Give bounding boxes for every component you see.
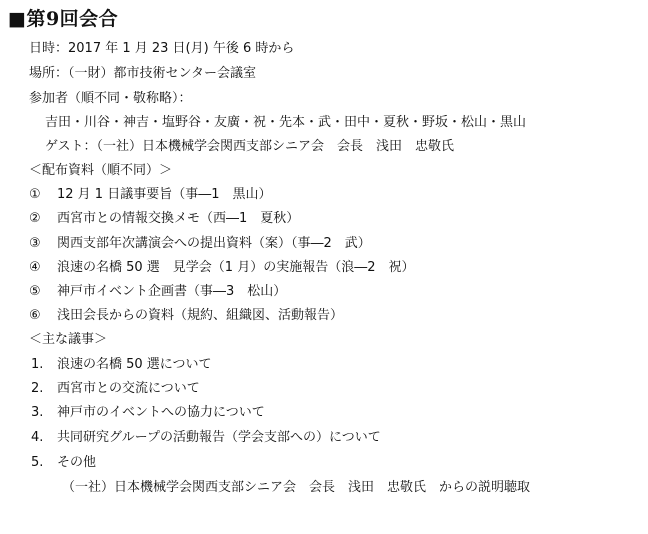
material-text: 神戸市イベント企画書（事―3 松山） [57,284,287,299]
agenda-item [31,381,200,397]
material-text: 関西支部年次講演会への提出資料（案）（事―2 武） [57,236,371,251]
participants-list: 吉田・川谷・神吉・塩野谷・友廣・祝・先本・武・田中・夏秋・野坂・松山・黒山 [45,115,527,130]
agenda-text: その他 [57,455,97,470]
agenda-number: 5. [31,455,44,470]
agenda-text: 西宮市との交流について [57,381,200,396]
participants-label: 参加者（順不同・敬称略）： [29,91,192,106]
guest-line: ゲスト：（一社）日本機械学会関西支部シニア会 会長 浅田 忠敬氏 [45,139,454,154]
agenda-number: 1. [31,357,44,372]
material-text: 浅田会長からの資料（規約、組織図、活動報告） [57,308,344,323]
material-marker: ① [29,187,41,202]
agenda-number: 4. [31,430,44,445]
agenda-note: （一社）日本機械学会関西支部シニア会 会長 浅田 忠敬氏 からの説明聴取 [62,480,531,495]
material-marker: ② [29,211,41,226]
material-marker: ④ [29,260,41,275]
material-text: 12 月 1 日議事要旨（事―1 黒山） [57,187,272,202]
material-item [29,260,414,276]
meeting-place: 場所：（一財）都市技術センター会議室 [29,66,256,81]
agenda-number: 2. [31,381,44,396]
agenda-item [31,430,381,446]
agenda-text: 神戸市のイベントへの協力について [57,405,265,420]
material-item [29,211,299,227]
page-title: ■第9回会合 [8,8,119,30]
materials-heading: ＜配布資料（順不同）＞ [29,163,173,178]
material-item [29,187,271,203]
agenda-item [31,357,212,373]
meeting-date: 日時：2017 年 1 月 23 日(月) 午後 6 時から [29,41,295,56]
agenda-text: 共同研究グループの活動報告（学会支部への）について [57,430,381,445]
agenda-number: 3. [31,405,44,420]
agenda-heading: ＜主な議事＞ [29,332,108,347]
material-item [29,236,371,252]
material-marker: ⑤ [29,284,41,299]
material-item [29,284,286,300]
material-text: 浪速の名橋 50 選 見学会（1 月）の実施報告（浪―2 祝） [57,260,415,275]
material-marker: ③ [29,236,41,251]
agenda-item [31,455,96,471]
material-marker: ⑥ [29,308,41,323]
agenda-text: 浪速の名橋 50 選について [57,357,212,372]
material-item [29,308,343,324]
material-text: 西宮市との情報交換メモ（西―1 夏秋） [57,211,300,226]
agenda-item [31,405,265,421]
